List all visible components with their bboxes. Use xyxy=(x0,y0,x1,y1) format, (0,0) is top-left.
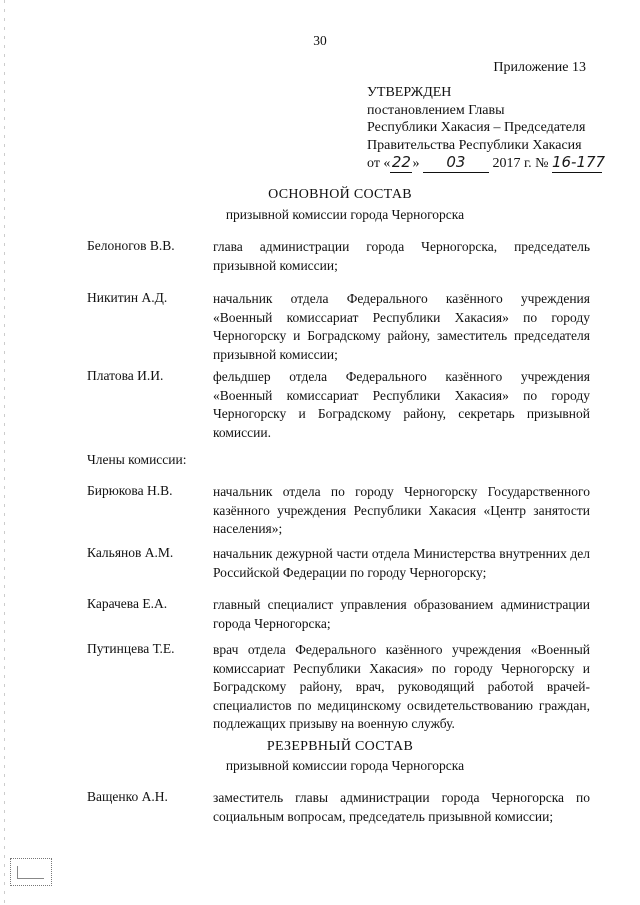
date-year: 2017 г. № xyxy=(492,156,549,172)
main-section-subtitle: призывной комиссии города Черногорска xyxy=(225,207,465,222)
member-role: главный специалист управления образованием администрации города Черногорска; xyxy=(213,597,590,631)
member-role: начальник отдела Федерального казённого учреждения «Военный комиссариат Республики Хакасия» по городу Черногорску и Боградскому району, заместитель председателя призывной комиссии; xyxy=(213,291,590,362)
member-name: Путинцева Т.Е. xyxy=(87,641,175,656)
reserve-section-title: РЕЗЕРВНЫЙ СОСТАВ xyxy=(266,739,414,754)
member-name: Кальянов А.М. xyxy=(87,545,174,560)
approval-date-line xyxy=(367,153,606,173)
member-name: Белоногов В.В. xyxy=(87,238,175,253)
handwritten-day: 22 xyxy=(391,153,411,172)
member-name: Ващенко А.Н. xyxy=(87,789,168,804)
reserve-section-subtitle: призывной комиссии города Черногорска xyxy=(225,758,465,773)
main-section-title: ОСНОВНОЙ СОСТАВ xyxy=(268,187,412,202)
approval-block xyxy=(367,84,606,173)
member-role: фельдшер отдела Федерального казённого учреждения «Военный комиссариат Республики Хакасия» по городу Черногорску и Боградскому району, секретарь призывной комиссии. xyxy=(213,369,590,440)
handwritten-month: 03 xyxy=(423,154,489,173)
approval-line: Правительства Республики Хакасия xyxy=(367,137,582,153)
member-name: Карачева Е.А. xyxy=(87,596,168,611)
approval-line: постановлением Главы xyxy=(367,102,505,118)
member-role: заместитель главы администрации города Черногорска по социальным вопросам, председатель призывной комиссии; xyxy=(213,790,590,824)
member-name: Никитин А.Д. xyxy=(87,290,168,305)
page-number: 30 xyxy=(313,33,327,48)
date-prefix: от « xyxy=(367,156,391,172)
member-role: начальник дежурной части отдела Министерства внутренних дел Российской Федерации по городу Черногорску; xyxy=(213,546,590,580)
member-role: врач отдела Федерального казённого учреждения «Военный комиссариат Республики Хакасия» по городу Черногорску и Боградскому району, врач, руководящий работой врачей-специалистов по медицинскому освидетельствованию граждан, подлежащих призыву на военную службу. xyxy=(213,642,590,732)
member-name: Бирюкова Н.В. xyxy=(87,483,173,498)
handwritten-number: 16-177 xyxy=(551,153,606,172)
member-role: начальник отдела по городу Черногорску Государственного казённого учреждения Республики Хакасия «Центр занятости населения»; xyxy=(213,484,590,537)
approval-line: Республики Хакасия – Председателя xyxy=(367,120,586,136)
approval-title: УТВЕРЖДЕН xyxy=(367,85,452,100)
scan-stamp-mark xyxy=(10,858,52,886)
member-role: глава администрации города Черногорска, председатель призывной комиссии; xyxy=(213,239,590,273)
date-mid: » xyxy=(412,156,420,172)
members-label: Члены комиссии: xyxy=(87,452,187,467)
appendix-label: Приложение 13 xyxy=(493,60,586,75)
member-name: Платова И.И. xyxy=(87,368,164,383)
